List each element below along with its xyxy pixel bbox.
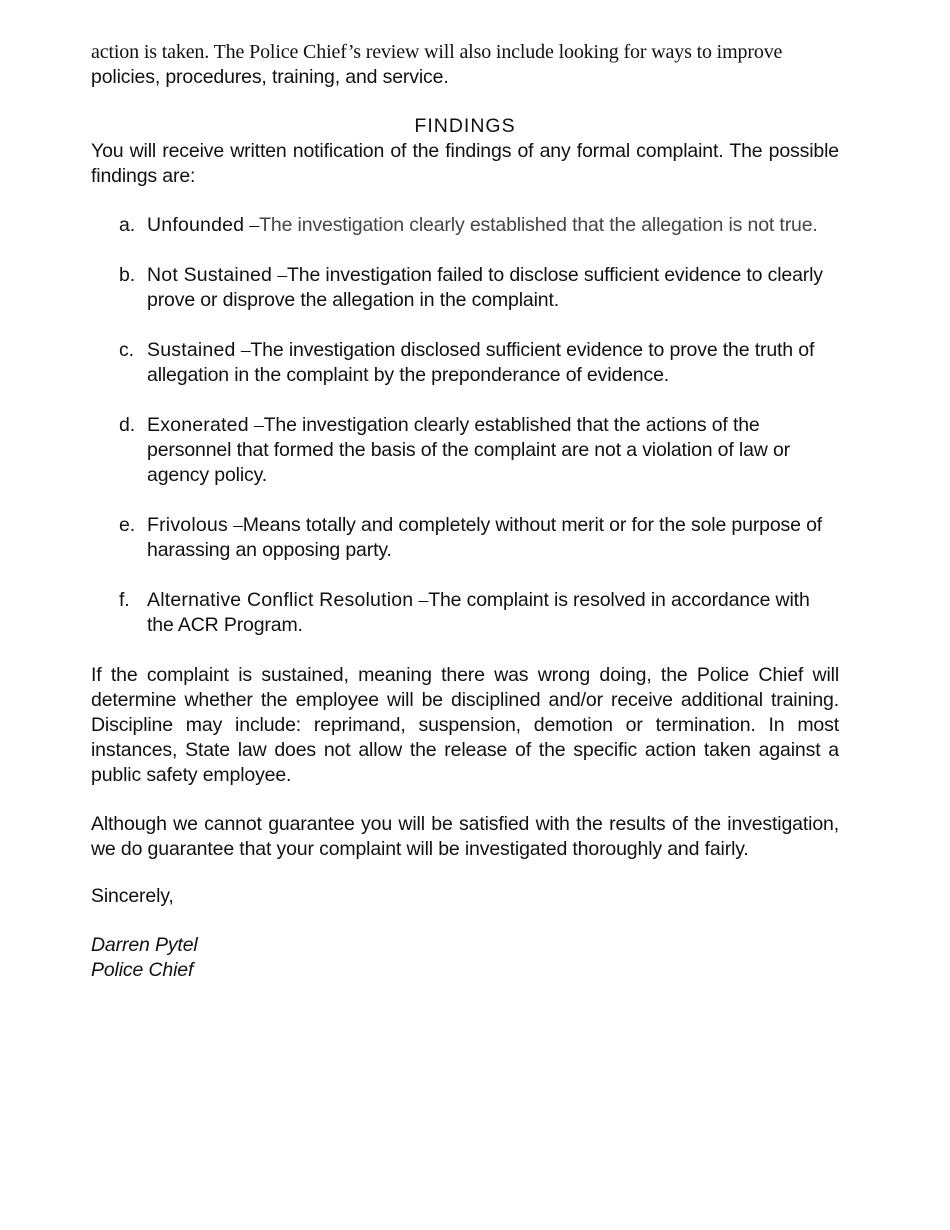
finding-item-not-sustained [119,263,839,313]
finding-dash: – [254,415,264,436]
closing: Sincerely, [91,885,174,907]
signature-title: Police Chief [91,959,194,981]
findings-heading: FINDINGS [414,115,516,137]
finding-dash: – [418,590,429,611]
list-marker: b. [119,264,135,286]
list-marker: c. [119,339,134,361]
finding-term: Frivolous [147,514,228,536]
findings-list [91,213,839,638]
finding-description: The investigation disclosed sufficient evidence to prove the truth of allegation in the complaint by the preponderance of evidence. [147,339,815,386]
guarantee-paragraph: Although we cannot guarantee you will be satisfied with the results of the investigation, we do guarantee that your complaint will be investigated thoroughly and fairly. [91,813,839,860]
finding-description: Means totally and completely without merit or for the sole purpose of harassing an opposing party. [147,514,823,561]
finding-item-sustained [119,338,839,388]
finding-dash: – [240,340,251,361]
list-marker: e. [119,514,135,536]
finding-description: The investigation clearly established that the allegation is not true. [259,214,818,236]
signature-block [91,933,839,983]
finding-term: Unfounded [147,214,245,236]
finding-dash: – [233,515,243,536]
letter-page [91,40,839,983]
finding-term: Alternative Conflict Resolution [147,589,414,611]
finding-dash: – [277,265,287,286]
sustained-paragraph: If the complaint is sustained, meaning there was wrong doing, the Police Chief will determine whether the employee will be disciplined and/or receive additional training. Discipline may include: reprimand, suspension, demotion or termination. In most instances, State law does not allow the release of the specific action taken against a public safety employee. [91,664,839,786]
finding-description: The investigation failed to disclose sufficient evidence to clearly prove or disprove the allegation in the complaint. [147,264,823,311]
signature-name: Darren Pytel [91,934,198,956]
finding-item-frivolous [119,513,839,563]
finding-dash: – [249,215,260,236]
list-marker: a. [119,214,135,236]
finding-description: The complaint is resolved in accordance with the ACR Program. [147,589,810,636]
list-marker: d. [119,414,135,436]
list-marker: f. [119,589,130,611]
finding-item-alternative-conflict-resolution [119,588,839,638]
intro-line-2: policies, procedures, training, and service. [91,66,449,88]
finding-item-unfounded [119,213,839,238]
finding-term: Exonerated [147,414,249,436]
finding-item-exonerated [119,413,839,488]
finding-description: The investigation clearly established that the actions of the personnel that formed the basis of the complaint are not a violation of law or agency policy. [147,414,791,486]
finding-term: Sustained [147,339,236,361]
finding-term: Not Sustained [147,264,273,286]
intro-line-1: action is taken. The Police Chief’s review will also include looking for ways to improve [91,41,783,63]
findings-intro: You will receive written notification of the findings of any formal complaint. The possible findings are: [91,140,839,187]
